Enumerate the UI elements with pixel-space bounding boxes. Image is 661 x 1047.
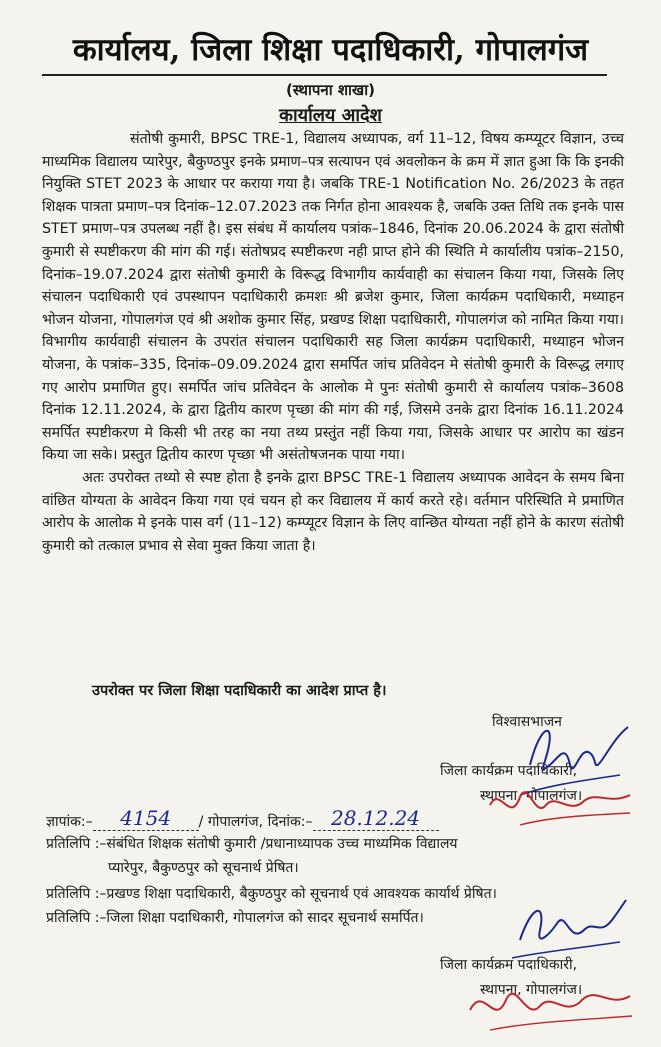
office-title: कार्यालय, जिला शिक्षा पदाधिकारी, गोपालगंज <box>72 32 589 68</box>
signature-scribble-red-1 <box>480 775 640 835</box>
order-heading: कार्यालय आदेश <box>279 105 382 126</box>
body-paragraph-1: संतोषी कुमारी, BPSC TRE-1, विद्यालय अध्यापक, वर्ग 11–12, विषय कम्प्यूटर विज्ञान, उच्च माध्यमिक विद्यालय प्यारेपुर, बैकुण्ठपुर इनके प्रमाण–पत्र सत्यापन एवं अवलोकन के क्रम में ज्ञात हुआ कि कि इनकी नियुक्ति STET 2023 के आधार पर कराया गया है। जबकि TRE-1 Notification No. 26/2023 के तहत शिक्षक पात्रता प्रमाण–पत्र दिनांक–12.07.2023 तक निर्गत होना आवश्यक है, जबकि उक्त तिथि तक इनके पास STET प्रमाण–पत्र उपलब्ध नहीं है। इस संबंध में कार्यालय पत्रांक–1846, दिनांक 20.06.2024 के द्वारा संतोषी कुमारी से स्पष्टीकरण की मांग की गई। संतोषप्रद स्पष्टीकरण नही प्राप्त होने की स्थिति मे कार्यालीय पत्रांक–2150, दिनांक–19.07.2024 द्वारा संतोषी कुमारी के विरूद्ध विभागीय कार्यवाही का संचालन किया गया, जिसके लिए संचालन पदाधिकारी एवं उपस्थापन पदाधिकारी क्रमशः श्री ब्रजेश कुमार, जिला कार्यक्रम पदाधिकारी, मध्याहन भोजन योजना, गोपालगंज एवं श्री अशोक कुमार सिंह, प्रखण्ड शिक्षा पदाधिकारी, गोपालगंज को नामित किया गया। विभागीय कार्यवाही संचालन के उपरांत संचालन पदाधिकारी सह जिला कार्यक्रम पदाधिकारी, मध्याहन भोजन योजना, के पत्रांक–335, दिनांक–09.09.2024 द्वारा समर्पित जांच प्रतिवेदन मे संतोषी कुमारी के विरूद्ध लगाए गए आरोप प्रमाणित हुए। समर्पित जांच प्रतिवेदन के आलोक मे पुनः संतोषी कुमारी से कार्यालय पत्रांक–3608 दिनांक 12.11.2024, के द्वारा द्वितीय कारण पृच्छा की मांग की गई, जिसमे उनके द्वारा दिनांक 16.11.2024 समर्पित स्पष्टीकरण मे किसी भी तरह का नया तथ्य प्रस्तुंत नहीं किया गया, जिसके आधार पर आरोप का खंडन किया जा सके। प्रस्तुत द्वितीय कारण पृच्छा भी असंतोषजनक पाया गया। <box>42 131 624 464</box>
signature-office: स्थापना, गोपालगंज। <box>480 788 583 804</box>
copy-line-3: प्रतिलिपि :–जिला शिक्षा पदाधिकारी, गोपालगंज को सादर सूचनार्थ समर्पित। <box>46 910 424 926</box>
signature-2-designation: जिला कार्यक्रम पदाधिकारी, <box>440 957 578 973</box>
copy-1-text: प्रतिलिपि :–संबंधित शिक्षक संतोषी कुमारी /प्रधानाध्यापक उच्च माध्यमिक विद्यालय <box>46 836 458 852</box>
signature-2-office: स्थापना, गोपालगंज। <box>480 982 583 998</box>
copy-1-continuation: प्यारेपुर, बैकुण्ठपुर को सूचनार्थ प्रेषित। <box>108 860 299 876</box>
signature-scribble-2 <box>500 890 630 970</box>
memo-prefix: ज्ञापांक:– <box>46 814 93 830</box>
signature-designation: जिला कार्यक्रम पदाधिकारी, <box>440 763 578 779</box>
signature-scribble-red-2 <box>460 970 640 1040</box>
memo-date-handwritten: 28.12.24 <box>313 806 439 831</box>
title-underline <box>42 74 607 76</box>
signature-closing: विश्वासभाजन <box>492 714 562 730</box>
memo-number-handwritten: 4154 <box>93 806 199 831</box>
order-body <box>42 128 624 557</box>
memo-place-date-label: / गोपालगंज, दिनांक:– <box>198 814 313 830</box>
order-received-line: उपरोक्त पर जिला शिक्षा पदाधिकारी का आदेश प्राप्त है। <box>92 683 387 699</box>
copy-line-2: प्रतिलिपि :–प्रखण्ड शिक्षा पदाधिकारी, बैकुण्ठपुर को सूचनार्थ एवं आवश्यक कार्यार्थ प्रेषित। <box>46 886 497 902</box>
body-paragraph-2: अतः उपरोक्त तथ्यो से स्पष्ट होता है इनके द्वारा BPSC TRE-1 विद्यालय अध्यापक आवेदन के समय बिना वांछित योग्यता के आवेदन किया गया एवं चयन हो कर विद्यालय में कार्य करते रहे। वर्तमान परिस्थिति मे प्रमाणित आरोप के आलोक मे इनके पास वर्ग (11–12) कम्प्यूटर विज्ञान के लिए वान्छित योग्यता नहीं होने के कारण संतोषी कुमारी को तत्काल प्रभाव से सेवा मुक्त किया जाता है। <box>42 469 624 554</box>
copy-line-1 <box>46 832 636 880</box>
branch-label: (स्थापना शाखा) <box>286 81 375 99</box>
